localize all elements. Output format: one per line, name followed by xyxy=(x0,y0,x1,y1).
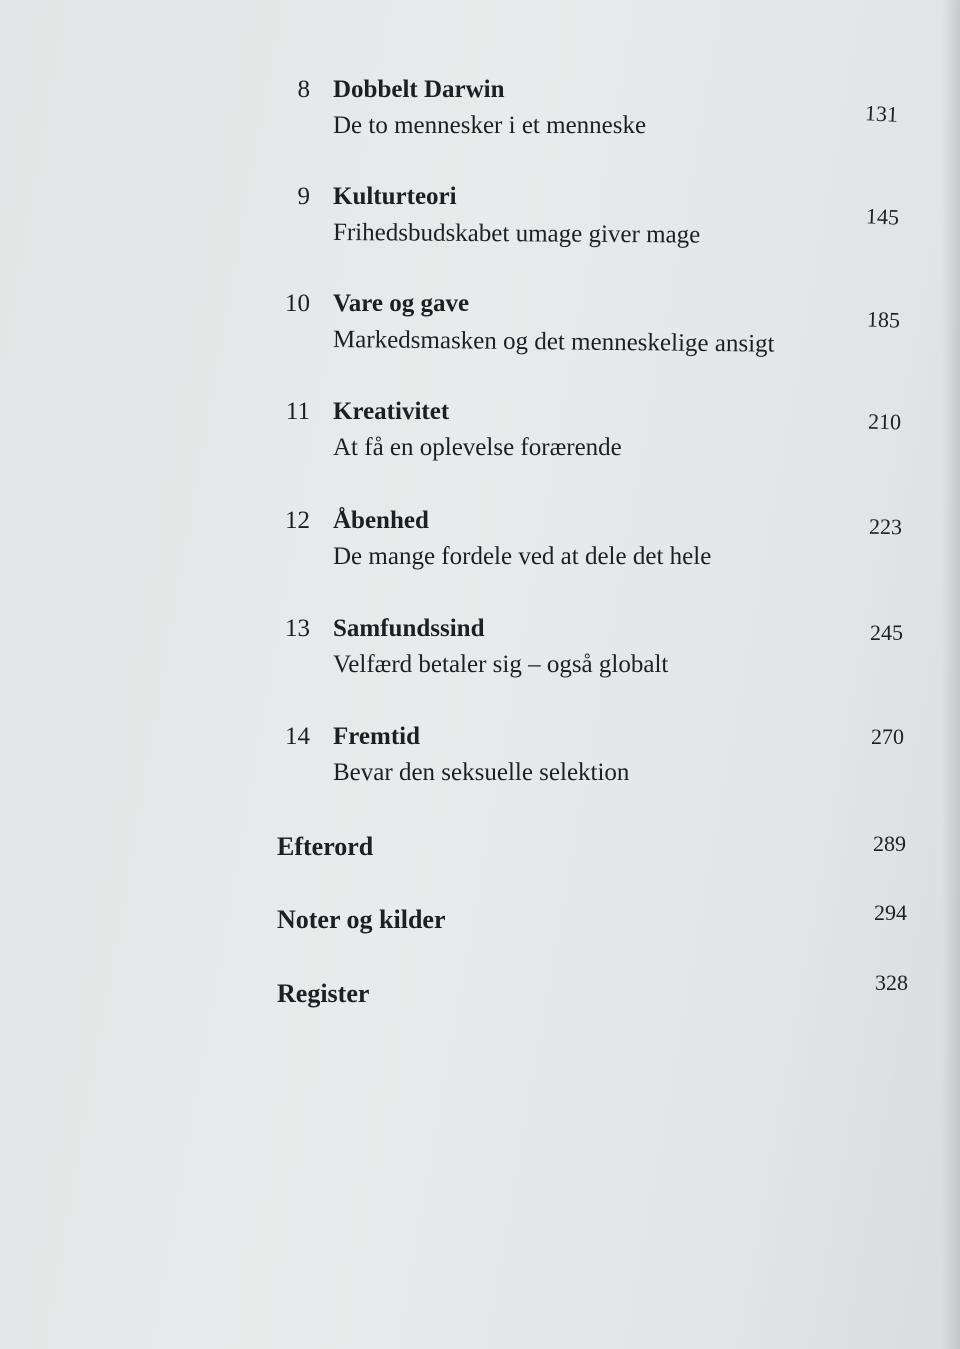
toc-entry-chapter-12 xyxy=(270,505,920,595)
chapter-page-number: 245 xyxy=(870,620,903,645)
section-page-number: 294 xyxy=(874,900,907,925)
section-title: Efterord xyxy=(277,832,374,861)
chapter-title: Kreativitet xyxy=(333,398,450,425)
chapter-number: 9 xyxy=(297,183,310,210)
chapter-title: Åbenhed xyxy=(333,507,429,534)
section-title: Noter og kilder xyxy=(277,905,446,934)
chapter-number: 13 xyxy=(285,615,310,642)
chapter-title: Fremtid xyxy=(333,723,421,750)
chapter-number: 11 xyxy=(285,398,310,425)
chapter-page-number: 131 xyxy=(864,100,899,127)
toc-entry-chapter-9 xyxy=(270,181,920,271)
toc-entry-chapter-10 xyxy=(270,288,920,378)
chapter-number: 12 xyxy=(285,507,310,534)
chapter-title: Kulturteori xyxy=(333,183,457,210)
chapter-page-number: 145 xyxy=(865,203,900,230)
chapter-title: Samfundssind xyxy=(333,615,485,642)
chapter-page-number: 270 xyxy=(871,724,904,749)
chapter-page-number: 210 xyxy=(867,408,902,435)
chapter-title: Vare og gave xyxy=(333,290,470,317)
toc-entry-chapter-8 xyxy=(270,74,920,164)
section-page-number: 289 xyxy=(873,831,906,856)
toc-entry-chapter-13 xyxy=(270,613,920,703)
chapter-subtitle: De to mennesker i et menneske xyxy=(333,112,647,139)
chapter-subtitle: Bevar den seksuelle selektion xyxy=(333,759,630,786)
chapter-number: 8 xyxy=(297,76,310,103)
chapter-page-number: 185 xyxy=(866,306,901,333)
toc-entry-chapter-11 xyxy=(270,396,920,486)
chapter-subtitle: Markedsmasken og det menneskelige ansigt xyxy=(332,326,775,358)
chapter-page-number: 223 xyxy=(868,513,903,540)
chapter-subtitle: De mange fordele ved at dele det hele xyxy=(333,543,712,570)
section-page-number: 328 xyxy=(875,970,908,995)
chapter-subtitle: At få en oplevelse forærende xyxy=(333,434,622,461)
toc-entry-register xyxy=(277,970,917,1017)
toc-entry-efterord xyxy=(277,830,917,870)
chapter-title: Dobbelt Darwin xyxy=(333,76,505,103)
chapter-number: 14 xyxy=(285,723,310,750)
chapter-number: 10 xyxy=(285,290,310,317)
toc-entry-noter-og-kilder xyxy=(277,900,917,943)
chapter-subtitle: Velfærd betaler sig – også globalt xyxy=(333,651,669,678)
section-title: Register xyxy=(277,979,370,1008)
chapter-subtitle: Frihedsbudskabet umage giver mage xyxy=(332,219,701,249)
toc-entry-chapter-14 xyxy=(270,721,920,811)
